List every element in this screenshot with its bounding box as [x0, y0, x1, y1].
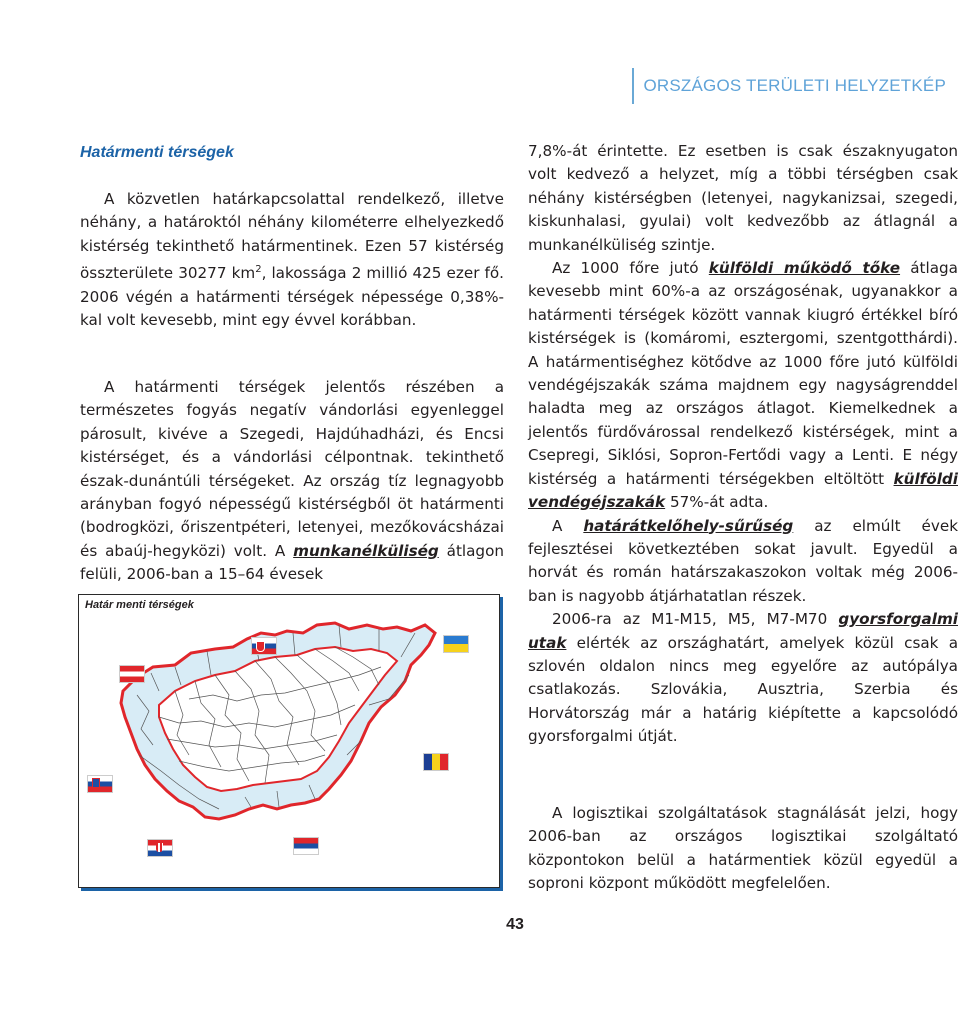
emphasis: gyorsforgalmi utak: [528, 610, 958, 652]
text: A: [552, 516, 584, 535]
slovenia-coat-of-arms: [92, 778, 100, 788]
right-column-bottom: [528, 802, 958, 896]
superscript: 2: [255, 264, 262, 276]
croatia-flag: [147, 839, 173, 857]
paragraph: 7,8%-át érintette. Ez esetben is csak északnyugaton volt kedvező a helyzet, míg a többi térségben csak néhány kistérségben (letenyei, nagykanizsai, szegedi, kiskunhalasi, gyulai) volt kedvezőbb az átlagnál a munkanélküliség szintje.: [528, 142, 958, 254]
emphasis: határátkelőhely-sűrűség: [583, 516, 794, 535]
hungary-map: [79, 595, 499, 887]
section-title: Határmenti térségek: [80, 144, 234, 161]
romania-flag: [423, 753, 449, 771]
slovakia-flag: [251, 637, 277, 655]
emphasis: külföldi működő tőke: [708, 259, 901, 278]
text: A határmenti térségek jelentős részében a természetes fogyás negatív vándorlási egyenleggel párosult, kivéve a Szegedi, Hajdúhadházi, és Encsi kistérséget, és a vándorlási célpontnak. tekinthető észak-dunántúli térségeket. Az ország tíz legnagyobb arányban fogyó népességű kistérségből öt határmenti (bodrogközi, őriszentpéteri, letenyei, mezőkovácsházai és abaúj-hegyközi) volt. A: [80, 378, 504, 560]
text: elérték az országhatárt, amelyek közül csak a szlovén oldalon nincs meg egyelőre az autópálya csatlakozás. Szlovákia, Ausztria, Szerbia és Horvátország már a határig kiépítette a kapcsolódó gyorsforgalmi útját.: [528, 633, 958, 746]
text: az elmúlt évek fejlesztései következtében sokat javult. Egyedül a horvát és román határszakaszokon voltak még 2006-ban is nagyobb átjárhatatlan részek.: [528, 516, 959, 605]
text: 2006-ra az M1-M15, M5, M7-M70: [552, 610, 839, 629]
slovenia-flag: [87, 775, 113, 793]
text: Az 1000 főre jutó: [552, 259, 709, 278]
serbia-flag: [293, 837, 319, 855]
slovakia-coat-of-arms: [256, 641, 265, 652]
ukraine-flag: [443, 635, 469, 653]
emphasis: munkanélküliség: [293, 541, 439, 560]
right-column-top: [528, 140, 958, 749]
paragraph: [528, 515, 958, 609]
text: , lakossága 2 millió 425 ezer fő. 2006 végén a határmenti térségek népessége 0,38%-kal volt kevesebb, mint egy évvel korábban.: [80, 264, 504, 330]
map-title: Határ menti térségek: [85, 599, 194, 611]
text: A közvetlen határkapcsolattal rendelkező, illetve néhány, a határoktól néhány kilométerre elhelyezkedő kistérség tekinthető határmentinek. Ezen 57 kistérség összterülete 30277 km: [80, 190, 504, 283]
left-column-body: [80, 376, 504, 587]
text: átlagon felüli, 2006-ban a 15–64 évesek: [80, 541, 504, 584]
paragraph: [528, 257, 958, 514]
paragraph: [80, 376, 504, 587]
header-title: ORSZÁGOS TERÜLETI HELYZETKÉP: [643, 76, 946, 95]
paragraph: [80, 188, 504, 333]
text: átlaga kevesebb mint 60%-a az országosénak, ugyanakkor a határmenti térségek között vannak kiugró értékkel bíró kistérségek is (komáromi, esztergomi, szentgotthárdi). A határmentiséghez kötődve az 1000 főre jutó külföldi vendégéjszakák száma majdnem egy nagyságrenddel haladta meg az országos átlagot. Kiemelkednek a jelentős fürdővárossal rendelkező kistérségek, mint a Csepregi, Siklósi, Sopron-Fertődi vagy a Lenti. E négy kistérség a határmenti térségekben eltöltött: [528, 259, 958, 488]
austria-flag: [119, 665, 145, 683]
croatia-coat-of-arms: [156, 843, 163, 852]
text: 57%-át adta.: [665, 493, 769, 512]
border-regions-map: [78, 594, 500, 888]
paragraph: [528, 608, 958, 748]
left-column-top: [80, 188, 504, 333]
emphasis: külföldi vendégéjszakák: [528, 469, 958, 512]
running-header: [632, 68, 960, 104]
paragraph: A logisztikai szolgáltatások stagnálását jelzi, hogy 2006-ban az országos logisztikai szolgáltató központokon belül a határmentiek közül egyedül a soproni központ működött megfelelően.: [528, 804, 958, 893]
page-number: 43: [506, 916, 524, 933]
